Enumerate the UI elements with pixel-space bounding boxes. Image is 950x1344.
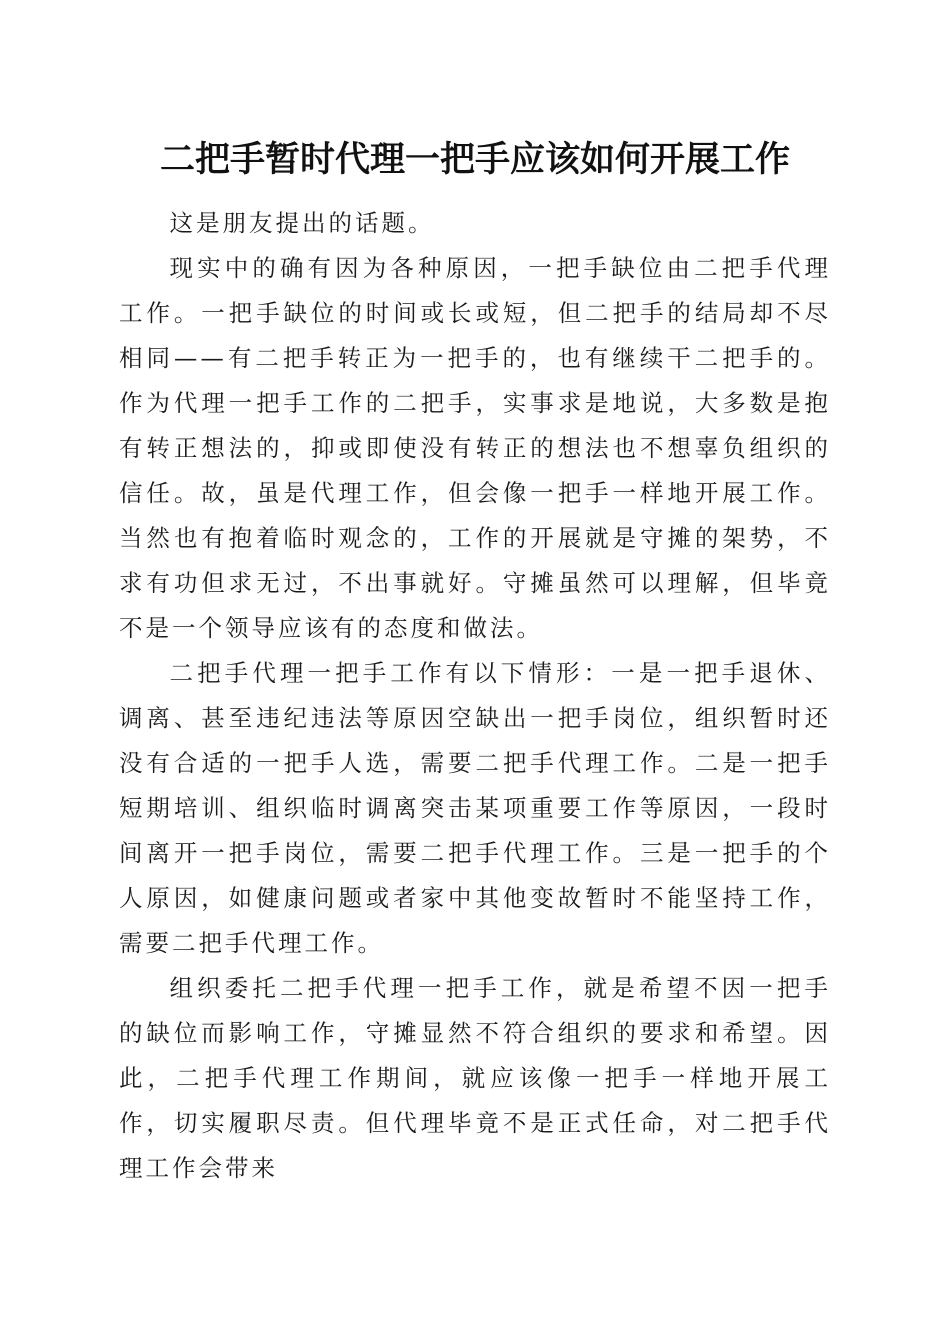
- document-title: 二把手暂时代理一把手应该如何开展工作: [159, 139, 790, 180]
- paragraph-reality: 现实中的确有因为各种原因，一把手缺位由二把手代理工作。一把手缺位的时间或长或短，但二把手的结局却不尽相同——有二把手转正为一把手的，也有继续干二把手的。作为代理一把手工作的二把手，实事求是地说，大多数是抱有转正想法的，抑或即使没有转正的想法也不想辜负组织的信任。故，虽是代理工作，但会像一把手一样地开展工作。当然也有抱着临时观念的，工作的开展就是守摊的架势，不求有功但求无过，不出事就好。守摊虽然可以理解，但毕竟不是一个领导应该有的态度和做法。: [119, 254, 831, 642]
- paragraph-organization: 组织委托二把手代理一把手工作，就是希望不因一把手的缺位而影响工作，守摊显然不符合组织的要求和希望。因此，二把手代理工作期间，就应该像一把手一样地开展工作，切实履职尽责。但代理毕竟不是正式任命，对二把手代理工作会带来: [119, 974, 831, 1182]
- paragraph-intro: 这是朋友提出的话题。: [169, 209, 435, 237]
- paragraph-situations: 二把手代理一把手工作有以下情形：一是一把手退休、调离、甚至违纪违法等原因空缺出一把手岗位，组织暂时还没有合适的一把手人选，需要二把手代理工作。二是一把手短期培训、组织临时调离突击某项重要工作等原因，一段时间离开一把手岗位，需要二把手代理工作。三是一把手的个人原因，如健康问题或者家中其他变故暂时不能坚持工作，需要二把手代理工作。: [119, 659, 831, 957]
- document-body: [119, 201, 831, 1191]
